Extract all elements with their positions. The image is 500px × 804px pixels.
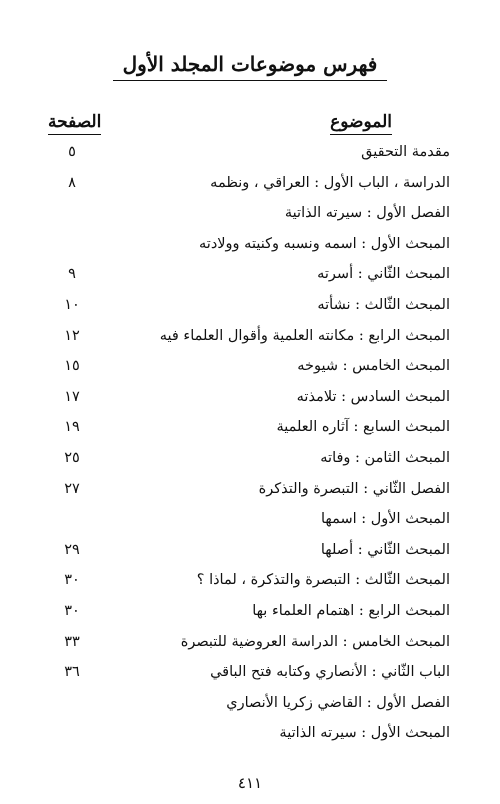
page-title: فهرس موضوعات المجلد الأول	[113, 52, 388, 81]
toc-page-number: ٢٩	[64, 541, 80, 558]
toc-topic: الدراسة ، الباب الأول : العراقي ، ونظمه	[210, 174, 450, 191]
toc-topic: الفصل الثّاني : التبصرة والتذكرة	[258, 480, 450, 497]
toc-topic: مقدمة التحقيق	[361, 144, 450, 160]
toc-topic: المبحث الأول : سيرته الذاتية	[279, 725, 450, 742]
toc-topic: المبحث الثّالث : التبصرة والتذكرة ، لماذا ؟	[196, 572, 450, 589]
toc-list	[0, 140, 500, 752]
toc-row	[0, 354, 500, 385]
toc-row	[0, 721, 500, 752]
toc-topic: المبحث الثّالث : نشأته	[317, 296, 450, 313]
toc-page-number: ٣٠	[64, 572, 80, 589]
toc-topic: المبحث الثّاني : أصلها	[320, 541, 450, 558]
toc-page-number: ٣٦	[64, 664, 80, 681]
toc-page-number: ٢٧	[64, 480, 80, 497]
toc-page-number: ٣٣	[64, 633, 80, 650]
toc-topic: المبحث السادس : تلامذته	[296, 388, 450, 405]
toc-topic: المبحث الرابع : مكانته العلمية وأقوال العلماء فيه	[159, 327, 450, 344]
toc-topic: المبحث الأول : اسمه ونسبه وكنيته وولادته	[199, 235, 450, 252]
toc-topic: المبحث الثامن : وفاته	[320, 449, 450, 466]
toc-row	[0, 599, 500, 630]
toc-row	[0, 446, 500, 477]
toc-row	[0, 538, 500, 569]
toc-row	[0, 232, 500, 263]
toc-row	[0, 507, 500, 538]
toc-row	[0, 660, 500, 691]
toc-topic: الباب الثّاني : الأنصاري وكتابه فتح الباقي	[210, 664, 450, 681]
toc-page-number: ١٩	[64, 419, 80, 436]
toc-topic: الفصل الأول : سيرته الذاتية	[284, 205, 450, 222]
title-wrapper	[0, 52, 500, 81]
toc-row	[0, 293, 500, 324]
toc-topic: المبحث السابع : آثاره العلمية	[276, 419, 450, 436]
toc-row	[0, 691, 500, 722]
toc-page-number: ١٧	[64, 388, 80, 405]
toc-page-number: ٢٥	[64, 449, 80, 466]
toc-row	[0, 477, 500, 508]
toc-row	[0, 630, 500, 661]
toc-page-number: ٥	[68, 144, 76, 160]
topic-column-header: الموضوع	[330, 112, 392, 135]
toc-row	[0, 201, 500, 232]
toc-topic: المبحث الخامس : الدراسة العروضية للتبصرة	[180, 633, 450, 650]
toc-page-number: ٨	[68, 174, 76, 191]
toc-topic: المبحث الأول : اسمها	[320, 511, 450, 528]
toc-row	[0, 415, 500, 446]
page-column-header: الصفحة	[48, 112, 101, 135]
toc-row	[0, 568, 500, 599]
toc-row	[0, 171, 500, 202]
toc-page-number: ١٥	[64, 358, 80, 375]
toc-topic: المبحث الثّاني : أسرته	[317, 266, 450, 283]
toc-row	[0, 324, 500, 355]
toc-topic: المبحث الرابع : اهتمام العلماء بها	[252, 602, 450, 619]
page-footer-number: ٤١١	[237, 774, 263, 792]
toc-page-number: ١٢	[64, 327, 80, 344]
toc-topic: المبحث الخامس : شيوخه	[297, 358, 450, 375]
toc-page-number: ٣٠	[64, 602, 80, 619]
toc-topic: الفصل الأول : القاضي زكريا الأنصاري	[226, 694, 450, 711]
toc-page-number: ٩	[68, 266, 76, 283]
toc-page-number: ١٠	[64, 296, 80, 313]
toc-row	[0, 262, 500, 293]
toc-row	[0, 140, 500, 171]
toc-row	[0, 385, 500, 416]
